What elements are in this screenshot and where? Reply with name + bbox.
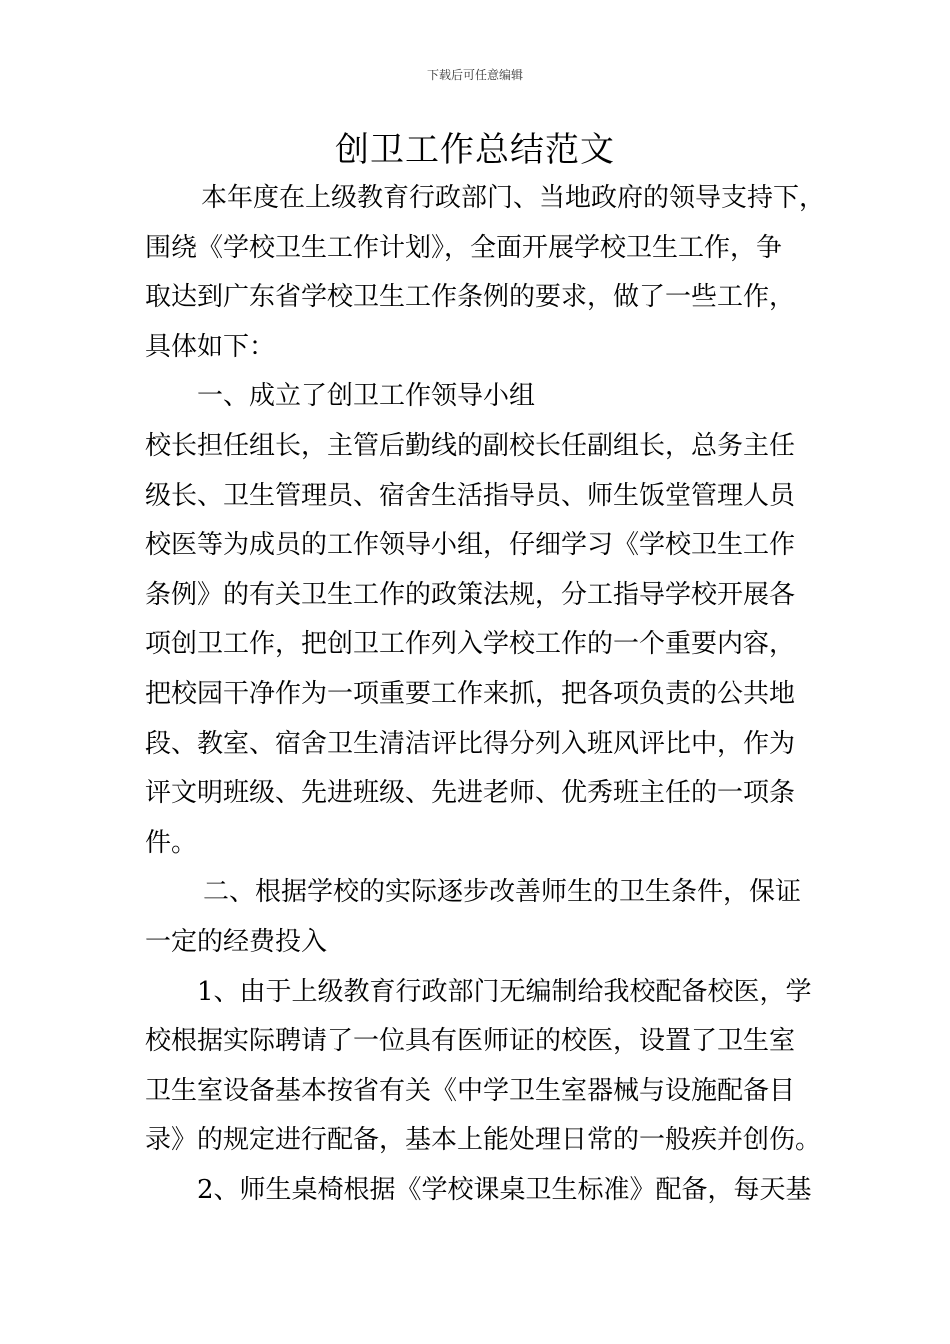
section-heading-1 bbox=[145, 372, 813, 422]
text-line: 取达到广东省学校卫生工作条例的要求，做了一些工作， bbox=[145, 282, 796, 313]
text-line: 具体如下： bbox=[145, 331, 276, 362]
header-note: 下载后可任意编辑 bbox=[426, 68, 523, 82]
paragraph-section-1 bbox=[145, 422, 813, 868]
section-heading-2 bbox=[145, 868, 813, 967]
paragraph-item-2 bbox=[145, 1166, 813, 1216]
text-line: 一定的经费投入 bbox=[145, 926, 328, 957]
text-line: 件。 bbox=[145, 827, 198, 858]
text-line: 级长、卫生管理员、宿舍生活指导员、师生饭堂管理人员 bbox=[145, 480, 796, 511]
text-line: 校长担任组长，主管后勤线的副校长任副组长，总务主任 bbox=[145, 430, 796, 461]
text-line: 一、成立了创卫工作领导小组 bbox=[197, 381, 536, 412]
paragraph-intro bbox=[145, 174, 826, 372]
text-line: 二、根据学校的实际逐步改善师生的卫生条件，保证 bbox=[203, 877, 802, 908]
text-line: 项创卫工作，把创卫工作列入学校工作的一个重要内容， bbox=[145, 629, 796, 660]
text-line: 录》的规定进行配备，基本上能处理日常的一般疾并创伤。 bbox=[145, 1125, 822, 1156]
text-line: 卫生室设备基本按省有关《中学卫生室器械与设施配备目 bbox=[145, 1075, 796, 1106]
text-line: 校根据实际聘请了一位具有医师证的校医，设置了卫生室 bbox=[145, 1026, 796, 1057]
paragraph-item-1 bbox=[145, 968, 822, 1166]
text-line: 本年度在上级教育行政部门、当地政府的领导支持下， bbox=[201, 183, 826, 213]
text-line: 围绕《学校卫生工作计划》，全面开展学校卫生工作，争 bbox=[145, 232, 783, 263]
text-line: 评文明班级、先进班级、先进老师、优秀班主任的一项条 bbox=[145, 778, 796, 809]
text-line: 2、师生桌椅根据《学校课桌卫生标准》配备，每天基 bbox=[197, 1174, 812, 1205]
text-line: 校医等为成员的工作领导小组，仔细学习《学校卫生工作 bbox=[145, 530, 796, 561]
text-line: 1、由于上级教育行政部门无编制给我校配备校医，学 bbox=[197, 976, 812, 1007]
text-line: 把校园干净作为一项重要工作来抓，把各项负责的公共地 bbox=[145, 678, 796, 709]
text-line: 条例》的有关卫生工作的政策法规，分工指导学校开展各 bbox=[145, 579, 796, 610]
text-line: 段、教室、宿舍卫生清洁评比得分列入班风评比中，作为 bbox=[145, 728, 796, 759]
document-body bbox=[145, 174, 826, 1215]
document-title: 创卫工作总结范文 bbox=[335, 130, 615, 170]
